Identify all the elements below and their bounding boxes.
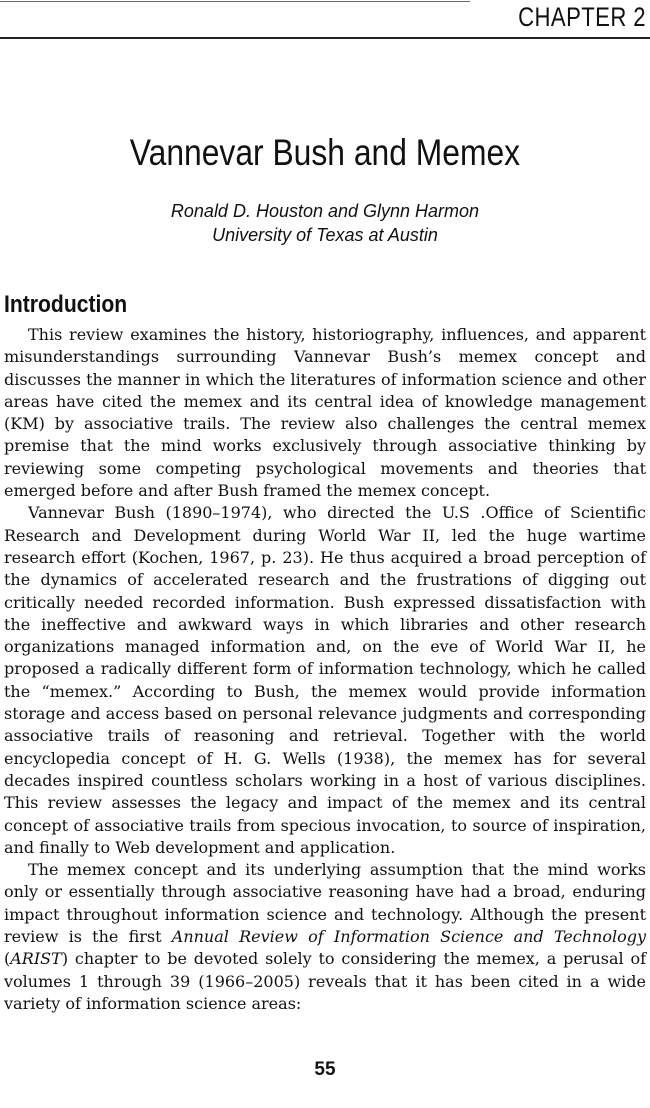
- body-text: [4, 324, 646, 1015]
- paragraph-3-text-b: (: [4, 949, 11, 969]
- top-rule: [0, 1, 470, 2]
- affiliation: University of Texas at Austin: [212, 225, 438, 245]
- paragraph-3: [4, 859, 646, 1015]
- header-rule: [0, 37, 650, 39]
- paragraph-1: This review examines the history, historiography, influences, and apparent misunderstandings surrounding Vannevar Bush’s memex concept and discusses the manner in which the literatures of information science and other areas have cited the memex and its central idea of knowledge management (KM) by associative trails. The review also challenges the central memex premise that the mind works exclusively through associative thinking by reviewing some competing psychological movements and theories that emerged before and after Bush framed the memex concept.: [4, 325, 646, 501]
- article-title-text: Vannevar Bush and Memex: [129, 132, 521, 173]
- paragraph-3-text-c: ) chapter to be devoted solely to considering the memex, a perusal of volumes 1 through 39 (1966–2005) reveals that it has been cited in a wide variety of information science areas:: [4, 949, 646, 1013]
- section-heading: Introduction: [4, 291, 128, 318]
- arist-italic: ARIST: [10, 949, 62, 969]
- paragraph-3-text-a: The memex concept and its underlying assumption that the mind works only or essentially through associative reasoning have had a broad, enduring impact throughout information science and technology. Although the present review is the first: [4, 860, 646, 947]
- journal-title-italic: Annual Review of Information Science and Technology: [171, 927, 647, 947]
- page-number: 55: [314, 1059, 336, 1080]
- article-title: [0, 130, 650, 176]
- paragraph-2: Vannevar Bush (1890–1974), who directed the U.S .Office of Scientific Research and Development during World War II, led the huge wartime research effort (Kochen, 1967, p. 23). He thus acquired a broad perception of the dynamics of accelerated research and the frustrations of digging out critically needed recorded information. Bush expressed dissatisfaction with the ineffective and awkward ways in which libraries and other research organizations managed information and, on the eve of World War II, he proposed a radically different form of information technology, which he called the “memex.” According to Bush, the memex would provide information storage and access based on personal relevance judgments and corresponding associative trails of reasoning and retrieval. Together with the world encyclopedia concept of H. G. Wells (1938), the memex has for several decades inspired countless scholars working in a host of various disciplines. This review assesses the legacy and impact of the memex and its central concept of associative trails from specious invocation, to source of inspiration, and finally to Web development and application.: [4, 503, 646, 857]
- authors: Ronald D. Houston and Glynn Harmon: [170, 201, 480, 221]
- chapter-label: CHAPTER 2: [518, 2, 646, 32]
